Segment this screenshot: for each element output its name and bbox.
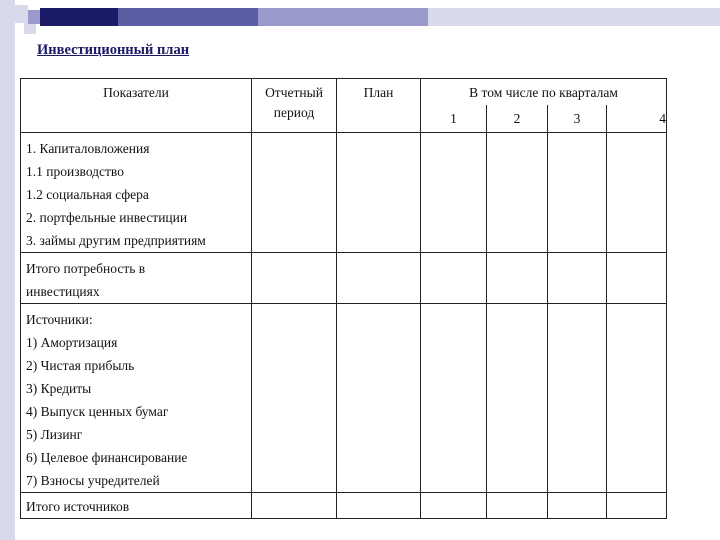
- investment-plan-table: [20, 78, 667, 519]
- cell-empty: [337, 253, 421, 304]
- cell-empty: [607, 133, 667, 253]
- table-row-total-sources: [21, 493, 667, 519]
- cell-empty: [607, 253, 667, 304]
- cell-empty: [252, 493, 337, 519]
- cell-empty: [252, 133, 337, 253]
- header-reporting-period: [252, 79, 337, 133]
- list-item: 1) Амортизация: [26, 335, 118, 350]
- deco-bar-dark: [58, 8, 118, 26]
- header-reporting-period-line1: Отчетный: [265, 85, 323, 100]
- cell-empty: [252, 304, 337, 493]
- header-plan-label: План: [363, 85, 394, 100]
- list-item: 2) Чистая прибыль: [26, 358, 135, 373]
- cell-empty: [607, 493, 667, 519]
- list-item: 1.2 социальная сфера: [26, 187, 149, 202]
- page-title: Инвестиционный план: [37, 42, 190, 58]
- header-reporting-period-line2: период: [273, 105, 315, 120]
- deco-square-dark: [40, 8, 58, 26]
- cell-empty: [487, 304, 548, 493]
- deco-square-light: [10, 5, 28, 23]
- cell-empty: [548, 253, 607, 304]
- list-item: 5) Лизинг: [26, 427, 83, 442]
- header-quarters-label: В том числе по кварталам: [469, 85, 618, 100]
- cell-empty: [487, 493, 548, 519]
- list-item: 7) Взносы учредителей: [26, 473, 160, 488]
- list-item: 4) Выпуск ценных бумаг: [26, 404, 169, 419]
- list-item: 3. займы другим предприятиям: [26, 233, 206, 248]
- table-row-total-need: [21, 253, 667, 304]
- deco-bar-mid: [118, 8, 258, 26]
- cell-empty: [421, 304, 487, 493]
- deco-bar-light: [258, 8, 428, 26]
- list-item: 6) Целевое финансирование: [26, 450, 188, 465]
- table-row-investments: [21, 133, 667, 253]
- cell-empty: [487, 133, 548, 253]
- cell-empty: [421, 253, 487, 304]
- row-sources-label: [21, 304, 252, 493]
- cell-empty: [252, 253, 337, 304]
- cell-empty: [337, 133, 421, 253]
- list-item: Итого потребность в: [26, 261, 146, 276]
- quarter-2: 2: [487, 105, 548, 133]
- cell-empty: [607, 304, 667, 493]
- cell-empty: [421, 133, 487, 253]
- cell-empty: [548, 493, 607, 519]
- list-item: 3) Кредиты: [26, 381, 92, 396]
- list-item: 1.1 производство: [26, 164, 124, 179]
- cell-empty: [337, 493, 421, 519]
- header-quarters: [421, 79, 667, 105]
- row-total-sources-label: [21, 493, 252, 519]
- list-item: 2. портфельные инвестиции: [26, 210, 188, 225]
- cell-empty: [337, 304, 421, 493]
- slide-left-bar: [0, 0, 15, 540]
- header-indicators-label: Показатели: [103, 85, 169, 100]
- header-plan: [337, 79, 421, 133]
- header-row: [21, 79, 667, 105]
- row-total-need-label: [21, 253, 252, 304]
- cell-empty: [548, 133, 607, 253]
- deco-bar-lightest: [428, 8, 720, 26]
- table-row-sources: [21, 304, 667, 493]
- quarter-3: 3: [548, 105, 607, 133]
- list-item: Источники:: [26, 312, 93, 327]
- cell-empty: [548, 304, 607, 493]
- quarter-1: 1: [421, 105, 487, 133]
- deco-square-mid: [28, 10, 42, 24]
- cell-empty: [487, 253, 548, 304]
- row-investments-label: [21, 133, 252, 253]
- cell-empty: [421, 493, 487, 519]
- header-indicators: [21, 79, 252, 133]
- list-item: 1. Капиталовложения: [26, 141, 150, 156]
- list-item: Итого источников: [26, 499, 130, 514]
- quarter-4: 4: [607, 105, 667, 133]
- list-item: инвестициях: [26, 284, 100, 299]
